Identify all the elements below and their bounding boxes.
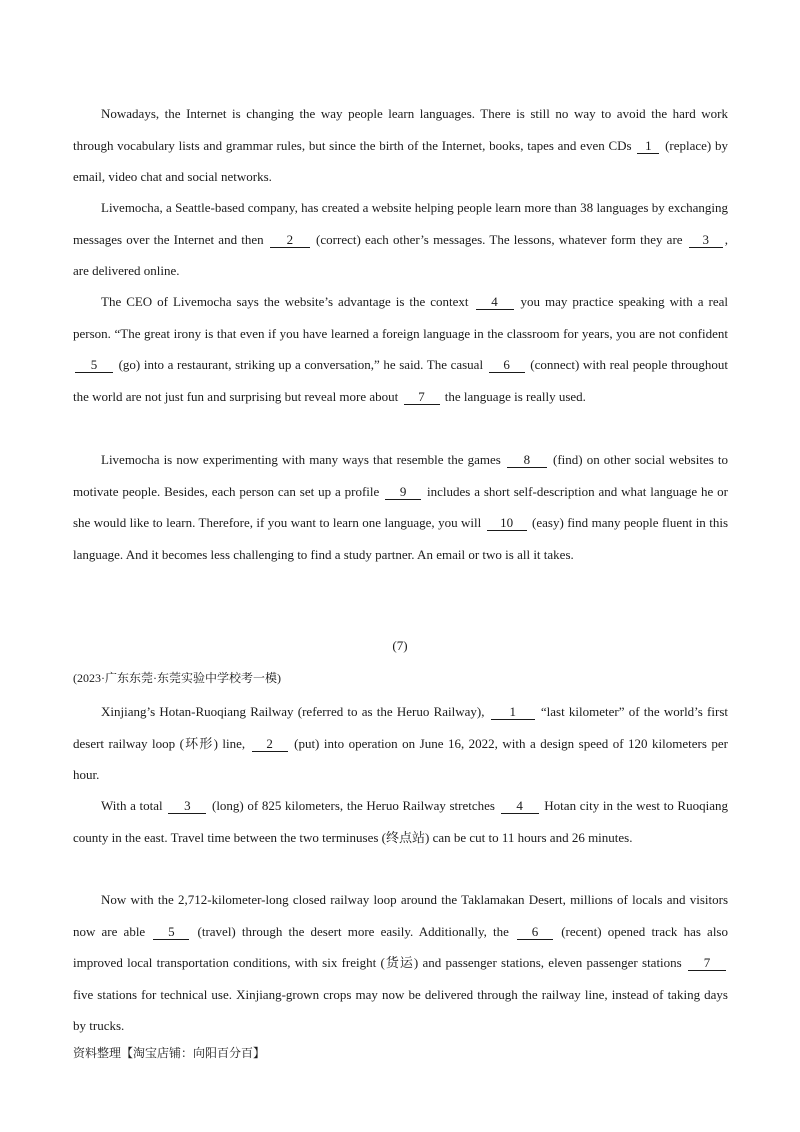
paragraph-text: Nowadays, the Internet is changing the way people learn languages. There is still no way to avoid the hard work through vocabulary lists and grammar rules, but since the birth of the Internet, books, tapes and even CDs xyxy=(73,106,728,153)
paragraph-text: The CEO of Livemocha says the website’s advantage is the context xyxy=(101,294,474,309)
blank-1: 1 xyxy=(491,705,535,720)
blank-7: 7 xyxy=(404,390,440,405)
paragraph-text: (put) into operation on June 16, 2022, with a design speed of 120 kilometers per hour. xyxy=(73,735,728,782)
paragraph-text: “last kilometer” of the world’s first desert railway loop (环形) line, xyxy=(73,704,728,751)
blank-5: 5 xyxy=(153,925,189,940)
blank-1: 1 xyxy=(637,139,659,154)
paragraph-text: Livemocha, a Seattle-based company, has created a website helping people learn more than 38 languages by exchanging messages over the Internet and then xyxy=(73,200,728,247)
paragraph-text: Now with the 2,712-kilometer-long closed railway loop around the Taklamakan Desert, millions of locals and visitors now are able xyxy=(73,892,728,939)
paragraph-text: you may practice speaking with a real person. “The great irony is that even if you have learned a foreign language in the classroom for years, you are not confident xyxy=(73,294,728,341)
paragraph-text: (long) of 825 kilometers, the Heruo Railway stretches xyxy=(208,798,499,813)
blank-10: 10 xyxy=(487,516,527,531)
paragraph-text: (connect) with real people throughout the world are not just fun and surprising but reveal more about xyxy=(73,357,728,404)
paragraph-text: With a total xyxy=(101,798,167,813)
blank-9: 9 xyxy=(385,485,421,500)
passage7-paragraph-3 xyxy=(73,884,728,1042)
blank-2: 2 xyxy=(270,233,310,248)
paragraph-text: (replace) by email, video chat and social networks. xyxy=(73,137,728,184)
paragraph-text: (recent) opened track has also improved local transportation conditions, with six freight (货运) and passenger stations, eleven passenger stations xyxy=(73,923,728,970)
blank-3: 3 xyxy=(168,799,206,814)
passage6-paragraph-1 xyxy=(73,98,728,193)
passage7-paragraph-2 xyxy=(73,790,728,853)
paragraph-text: five stations for technical use. Xinjiang-grown crops may now be delivered through the railway line, instead of taking days by trucks. xyxy=(73,986,728,1033)
passage6-paragraph-3 xyxy=(73,286,728,412)
paragraph-text: includes a short self-description and what language he or she would like to learn. Therefore, if you want to learn one language, you will xyxy=(73,483,728,530)
paragraph-text: Livemocha is now experimenting with many ways that resemble the games xyxy=(101,452,505,467)
blank-5: 5 xyxy=(75,358,113,373)
blank-7: 7 xyxy=(688,956,726,971)
blank-6: 6 xyxy=(517,925,553,940)
section-heading: (7) xyxy=(392,638,408,653)
blank-4: 4 xyxy=(501,799,539,814)
paragraph-text: (find) on other social websites to motivate people. Besides, each person can set up a profile xyxy=(73,452,729,499)
passage6-paragraph-4 xyxy=(73,444,728,570)
blank-4: 4 xyxy=(476,295,514,310)
blank-8: 8 xyxy=(507,453,547,468)
passage6-paragraph-2 xyxy=(73,192,728,287)
paragraph-text: the language is really used. xyxy=(441,388,586,404)
blank-3: 3 xyxy=(689,233,723,248)
paragraph-text: , are delivered online. xyxy=(73,231,729,278)
paragraph-text: (easy) find many people fluent in this language. And it becomes less challenging to find a study partner. An email or two is all it takes. xyxy=(73,515,729,562)
passage7-paragraph-1 xyxy=(73,696,728,791)
paragraph-text: Xinjiang’s Hotan-Ruoqiang Railway (referred to as the Heruo Railway), xyxy=(101,704,489,719)
paragraph-text: (correct) each other’s messages. The lessons, whatever form they are xyxy=(311,231,687,247)
footer-note: 资料整理【淘宝店铺：向阳百分百】 xyxy=(73,1046,266,1060)
paragraph-text: (travel) through the desert more easily. Additionally, the xyxy=(191,923,516,939)
paragraph-text: (go) into a restaurant, striking up a conversation,” he said. The casual xyxy=(115,357,487,372)
blank-6: 6 xyxy=(489,358,525,373)
blank-2: 2 xyxy=(252,737,288,752)
paragraph-text: Hotan city in the west to Ruoqiang county in the east. Travel time between the two terminuses (终点站) can be cut to 11 hours and 26 minutes. xyxy=(73,798,728,845)
source-note: (2023·广东东莞·东莞实验中学校考一模) xyxy=(73,671,281,685)
